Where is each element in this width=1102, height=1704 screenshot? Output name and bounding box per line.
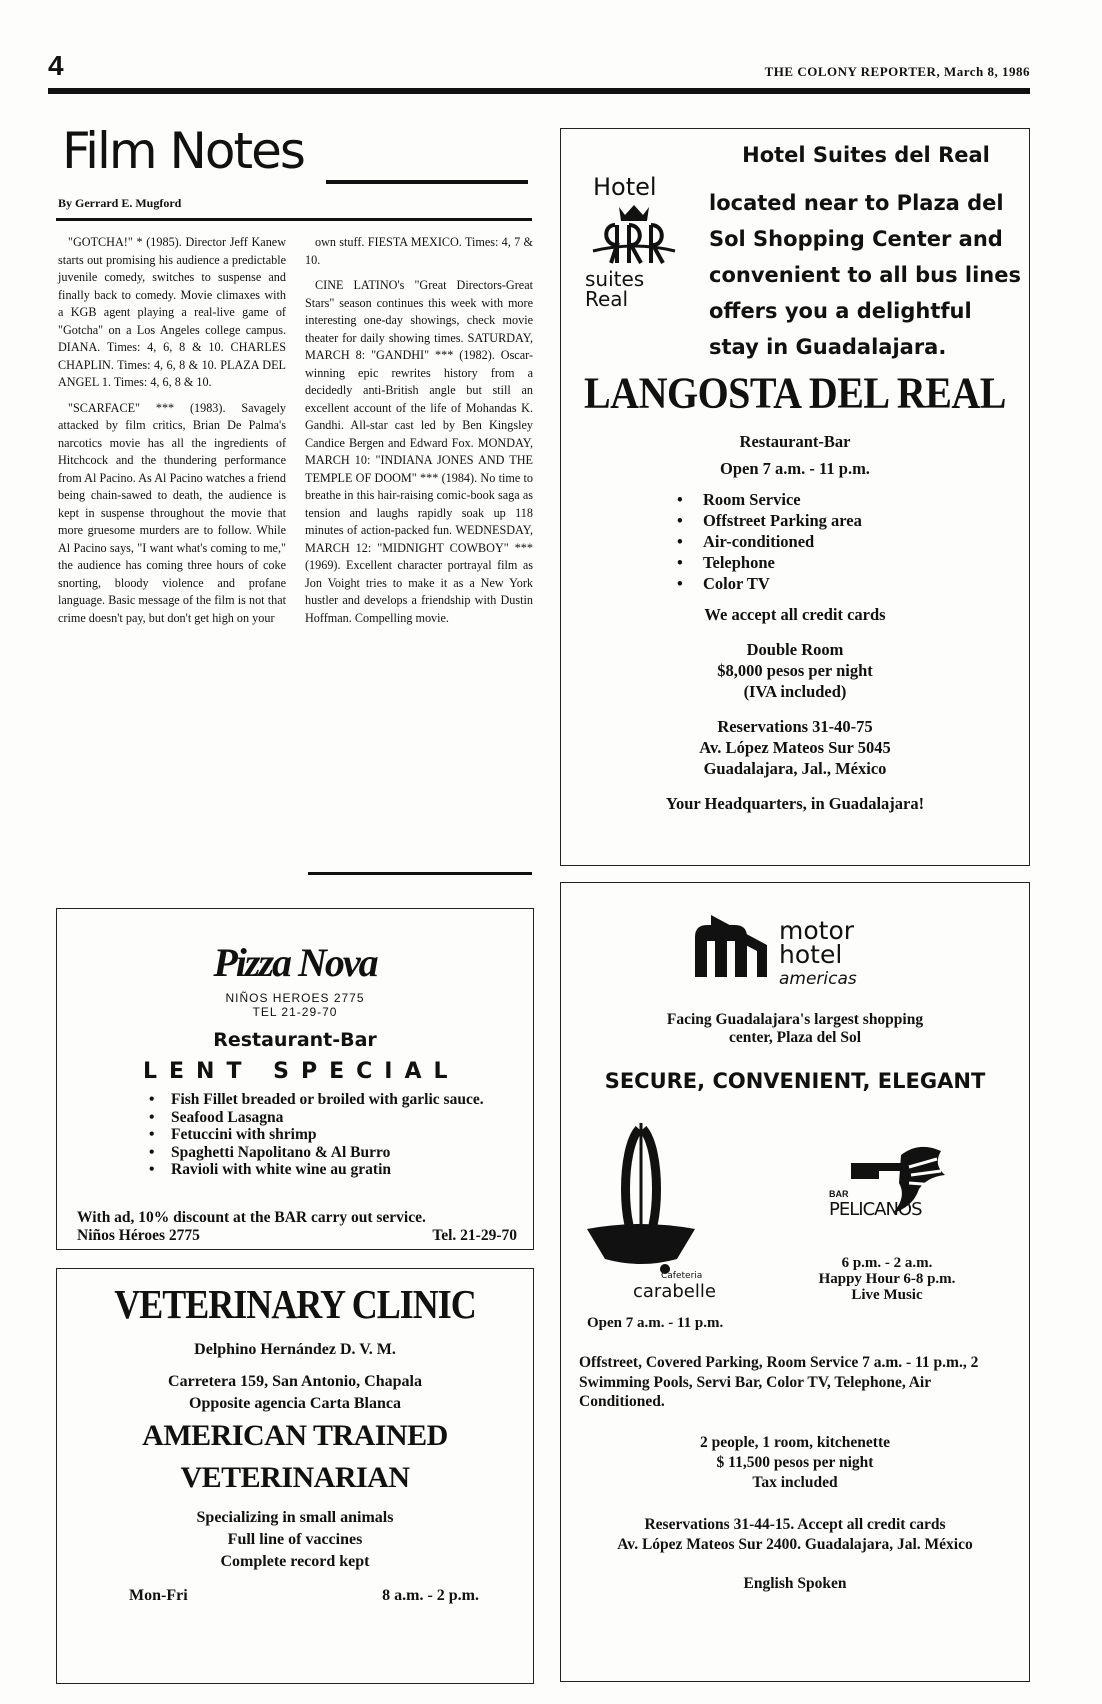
restaurant-name: LANGOSTA DEL REAL	[584, 367, 1006, 418]
amenity-item: • Telephone	[677, 552, 1029, 573]
pizza-footer	[77, 1227, 517, 1245]
amenity-item: • Room Service	[677, 489, 1029, 510]
vet-days: Mon-Fri	[129, 1587, 188, 1604]
pelicanos-label: PELICANOS	[829, 1199, 922, 1220]
motor-address: Av. López Mateos Sur 2400. Guadalajara, Jal. México	[617, 1536, 973, 1553]
byline-rule	[56, 218, 532, 221]
vet-headline-2: VETERINARIAN	[180, 1461, 410, 1494]
pizza-type: Restaurant-Bar	[213, 1029, 377, 1051]
bar-hours: 6 p.m. - 2 a.m.	[841, 1255, 933, 1271]
hotel-tagline: Your Headquarters, in Guadalajara!	[665, 794, 925, 813]
discount-note: With ad, 10% discount at the BAR carry out service.	[77, 1209, 426, 1226]
film-column-2	[305, 234, 533, 635]
hotel-details	[561, 431, 1029, 814]
motor-room-info	[561, 1433, 1029, 1493]
veterinary-clinic-ad	[56, 1268, 534, 1684]
bar-info	[787, 1255, 987, 1303]
pizza-tel: TEL 21-29-70	[252, 1005, 338, 1019]
vet-hours	[129, 1587, 479, 1605]
vet-headline-1: AMERICAN TRAINED	[142, 1419, 448, 1452]
logo-hotel: hotel	[779, 940, 843, 969]
motor-facing	[561, 1011, 1029, 1047]
tax-note: (IVA included)	[743, 682, 847, 701]
cafeteria-hours: Open 7 a.m. - 11 p.m.	[587, 1315, 724, 1331]
room-price: $8,000 pesos per night	[717, 661, 873, 680]
scarface-review: "SCARFACE" *** (1983). Savagely attacked by film critics, Brian De Palma's narcotics movie has all the ingredients of Hitchcock and the thundering performance from Al Pacino. As Al Pacino watches a friend being chain-sawed to death, the audience is kept in suspense throughout the movie that more gruesome murders are to follow. While Al Pacino says, "I want what's coming to me," the audience has coming three hours of coke snorting, bloody violence and profane language. Basic message of the film is not that crime doesn't pay, but don't get high on your	[58, 400, 286, 625]
motor-tax: Tax included	[752, 1474, 838, 1491]
reservations: Reservations 31-40-75	[717, 717, 873, 736]
facing-line-1: Facing Guadalajara's largest shopping	[666, 1011, 924, 1028]
special-items	[149, 1091, 489, 1179]
hotel-address-2: Guadalajara, Jal., México	[703, 759, 887, 778]
hotel-logo	[583, 173, 693, 311]
motor-hotel-logo-icon	[691, 911, 771, 981]
menu-item: • Fetuccini with shrimp	[149, 1126, 489, 1144]
hotel-logo-word: Hotel	[593, 173, 657, 201]
masthead: THE COLONY REPORTER, March 8, 1986	[764, 64, 1030, 79]
menu-item: • Seafood Lasagna	[149, 1109, 489, 1127]
vet-vaccines: Full line of vaccines	[227, 1531, 363, 1548]
bar-label: BAR	[829, 1189, 849, 1199]
vet-title: VETERINARY CLINIC	[114, 1281, 476, 1327]
hotel-suites-ad	[560, 128, 1030, 866]
hotel-address-1: Av. López Mateos Sur 5045	[699, 738, 891, 757]
vet-address-1: Carretera 159, San Antonio, Chapala	[168, 1373, 422, 1390]
hotel-logo-real: Real	[585, 287, 629, 311]
restaurant-type: Restaurant-Bar	[739, 432, 851, 451]
byline: By Gerrard E. Mugford	[58, 196, 182, 210]
fiesta-listing: own stuff. FIESTA MEXICO. Times: 4, 7 & 10.	[305, 235, 533, 267]
page-number: 4	[48, 50, 64, 81]
amenity-item: • Air-conditioned	[677, 531, 1029, 552]
hotel-description: located near to Plaza del Sol Shopping Center and convenient to all bus lines offers you a delightful stay in Guadalajara.	[709, 191, 1021, 359]
ship-logo-icon	[581, 1119, 701, 1279]
hotel-amenities	[677, 489, 1029, 594]
carabelle-label: carabelle	[633, 1281, 716, 1302]
motor-slogan: SECURE, CONVENIENT, ELEGANT	[604, 1069, 986, 1093]
motor-hotel-ad	[560, 882, 1030, 1682]
vet-doctor: Delphino Hernández D. V. M.	[194, 1341, 396, 1358]
pizza-footer-address: Niños Héroes 2775	[77, 1227, 200, 1244]
logo-americas: americas	[779, 969, 857, 989]
live-music: Live Music	[851, 1287, 923, 1303]
vet-time: 8 a.m. - 2 p.m.	[382, 1587, 479, 1604]
vet-details	[57, 1339, 533, 1573]
lent-special: LENT SPECIAL	[143, 1059, 460, 1084]
pizza-nova-logo: Pizza Nova	[213, 940, 377, 985]
room-desc: 2 people, 1 room, kitchenette	[700, 1434, 890, 1451]
english-spoken: English Spoken	[743, 1575, 847, 1592]
vet-address-2: Opposite agencia Carta Blanca	[189, 1395, 401, 1412]
motor-reservations	[561, 1515, 1029, 1555]
cafeteria-label: Cafeteria	[661, 1271, 703, 1281]
motor-amenities: Offstreet, Covered Parking, Room Service 7 a.m. - 11 p.m., 2 Swimming Pools, Servi Bar, Color TV, Telephone, Air Conditioned.	[579, 1354, 979, 1410]
menu-item: • Fish Fillet breaded or broiled with garlic sauce.	[149, 1091, 489, 1109]
motor-hotel-logo-text	[779, 916, 857, 991]
film-notes-title: Film Notes	[62, 122, 304, 180]
room-type: Double Room	[746, 640, 844, 659]
hotel-headline: Hotel Suites del Real	[742, 143, 990, 167]
crown-monogram-icon	[589, 201, 679, 271]
title-rule	[326, 180, 528, 184]
vet-records: Complete record kept	[220, 1553, 370, 1570]
credit-cards: We accept all credit cards	[704, 605, 886, 624]
menu-item: • Spaghetti Napolitano & Al Burro	[149, 1144, 489, 1162]
film-column-1	[58, 234, 286, 635]
pizza-street: NIÑOS HEROES 2775	[225, 991, 365, 1005]
logo-motor: motor	[779, 916, 855, 945]
hotel-hours: Open 7 a.m. - 11 p.m.	[720, 459, 870, 478]
pizza-footer-tel: Tel. 21-29-70	[432, 1227, 517, 1244]
motor-price: $ 11,500 pesos per night	[716, 1454, 874, 1471]
pizza-address	[57, 991, 533, 1019]
menu-item: • Ravioli with white wine au gratin	[149, 1161, 489, 1179]
facing-line-2: center, Plaza del Sol	[728, 1029, 861, 1046]
amenity-item: • Offstreet Parking area	[677, 510, 1029, 531]
cine-latino-review: CINE LATINO's "Great Directors-Great Stars" season continues this week with more interesting one-day showings, check movie theater for daily showing times. SATURDAY, MARCH 8: "GANDHI" *** (1982). Oscar-winning epic rewrites history from a decidedly anti-British angle but still an excellent account of the life of Mohandas K. Gandhi. All-star cast led by Ben Kingsley Candice Bergen and Edward Fox. MONDAY, MARCH 10: "INDIANA JONES AND THE TEMPLE OF DOOM" *** (1984). No time to breathe in this hair-raising comic-book saga as tension and laughs rapidly soak up 118 minutes of action-packed fun. WEDNESDAY, MARCH 12: "MIDNIGHT COWBOY" *** (1969). Excellent character portrayal film as Jon Voight tries to make it as a New York hustler and develops a friendship with Dustin Hoffman. Compelling movie.	[305, 278, 533, 625]
hotel-logo-suites: suites	[585, 267, 645, 291]
motor-res-line: Reservations 31-44-15. Accept all credit cards	[644, 1516, 946, 1533]
gotcha-review: "GOTCHA!" * (1985). Director Jeff Kanew starts out promising his audience a predictable juvenile comedy, switches to suspense and finally back to comedy. Movie climaxes with a KGB agent playing a real-live game of "Gotcha" on a Los Angeles college campus. DIANA. Times: 4, 6, 8 & 10. CHARLES CHAPLIN. Times: 4, 6, 8 & 10. PLAZA DEL ANGEL 1. Times: 4, 6, 8 & 10.	[58, 235, 286, 389]
pizza-nova-ad	[56, 908, 534, 1250]
vet-specialty: Specializing in small animals	[196, 1509, 394, 1526]
article-end-rule	[308, 872, 532, 875]
happy-hour: Happy Hour 6-8 p.m.	[818, 1271, 956, 1287]
top-rule	[48, 88, 1030, 94]
amenity-item: • Color TV	[677, 573, 1029, 594]
